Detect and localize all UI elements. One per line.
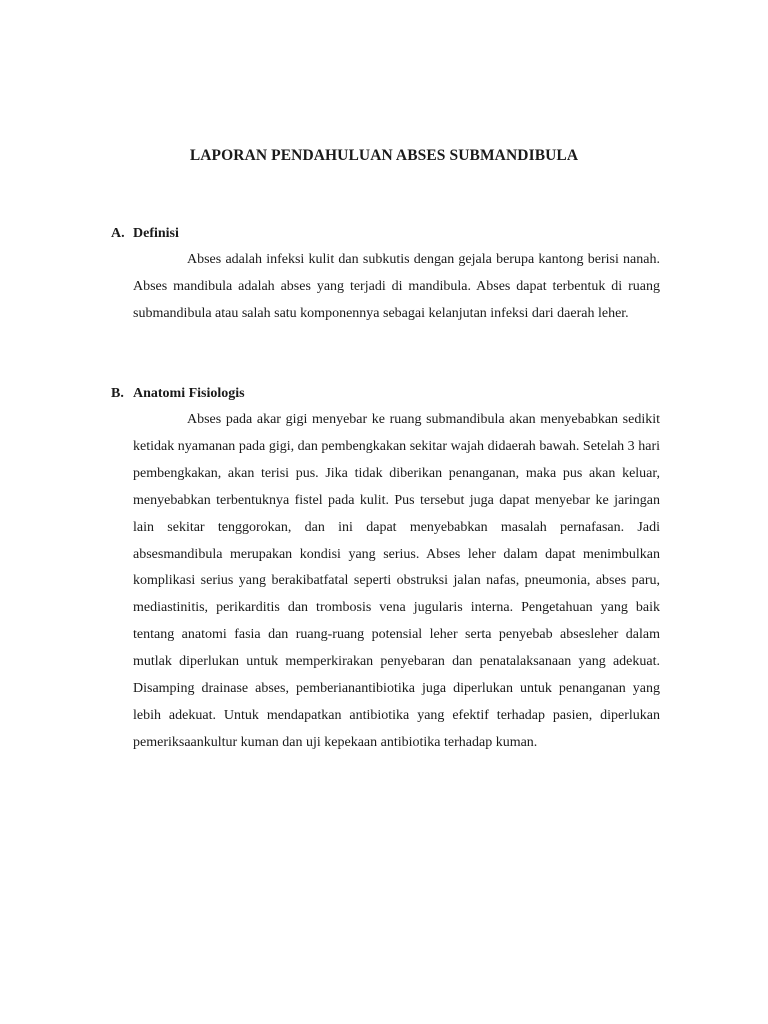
section-heading-text: Definisi bbox=[133, 226, 179, 241]
section-body-anatomi-fisiologis: Abses pada akar gigi menyebar ke ruang submandibula akan menyebabkan sedikit ketidak nyamanan pada gigi, dan pembengkakan sekitar wajah didaerah bawah. Setelah 3 hari pembengkakan, akan terisi pus. Jika tidak diberikan penanganan, maka pus akan keluar, menyebabkan terbentuknya fistel pada kulit. Pus tersebut juga dapat menyebar ke jaringan lain sekitar tenggorokan, dan ini dapat menyebabkan masalah pernafasan. Jadi absesmandibula merupakan kondisi yang serius. Abses leher dalam dapat menimbulkan komplikasi serius yang berakibatfatal seperti obstruksi jalan nafas, pneumonia, abses paru, mediastinitis, perikarditis dan trombosis vena jugularis interna. Pengetahuan yang baik tentang anatomi fasia dan ruang-ruang potensial leher serta penyebab absesleher dalam mutlak diperlukan untuk memperkirakan penyebaran dan penatalaksanaan yang adekuat. Disamping drainase abses, pemberianantibiotika juga diperlukan untuk penanganan yang lebih adekuat. Untuk mendapatkan antibiotika yang efektif terhadap pasien, diperlukan pemeriksaankultur kuman dan uji kepekaan antibiotika terhadap kuman. bbox=[133, 412, 660, 750]
section-heading-text: Anatomi Fisiologis bbox=[133, 386, 245, 401]
document-title: LAPORAN PENDAHULUAN ABSES SUBMANDIBULA bbox=[189, 147, 579, 164]
section-heading-definisi bbox=[111, 226, 179, 242]
section-body-definisi: Abses adalah infeksi kulit dan subkutis dengan gejala berupa kantong berisi nanah. Abses mandibula adalah abses yang terjadi di mandibula. Abses dapat terbentuk di ruang submandibula atau salah satu komponennya sebagai kelanjutan infeksi dari daerah leher. bbox=[133, 252, 660, 321]
section-heading-anatomi-fisiologis bbox=[111, 386, 245, 402]
section-letter: B. bbox=[111, 386, 124, 401]
section-letter: A. bbox=[111, 226, 125, 241]
